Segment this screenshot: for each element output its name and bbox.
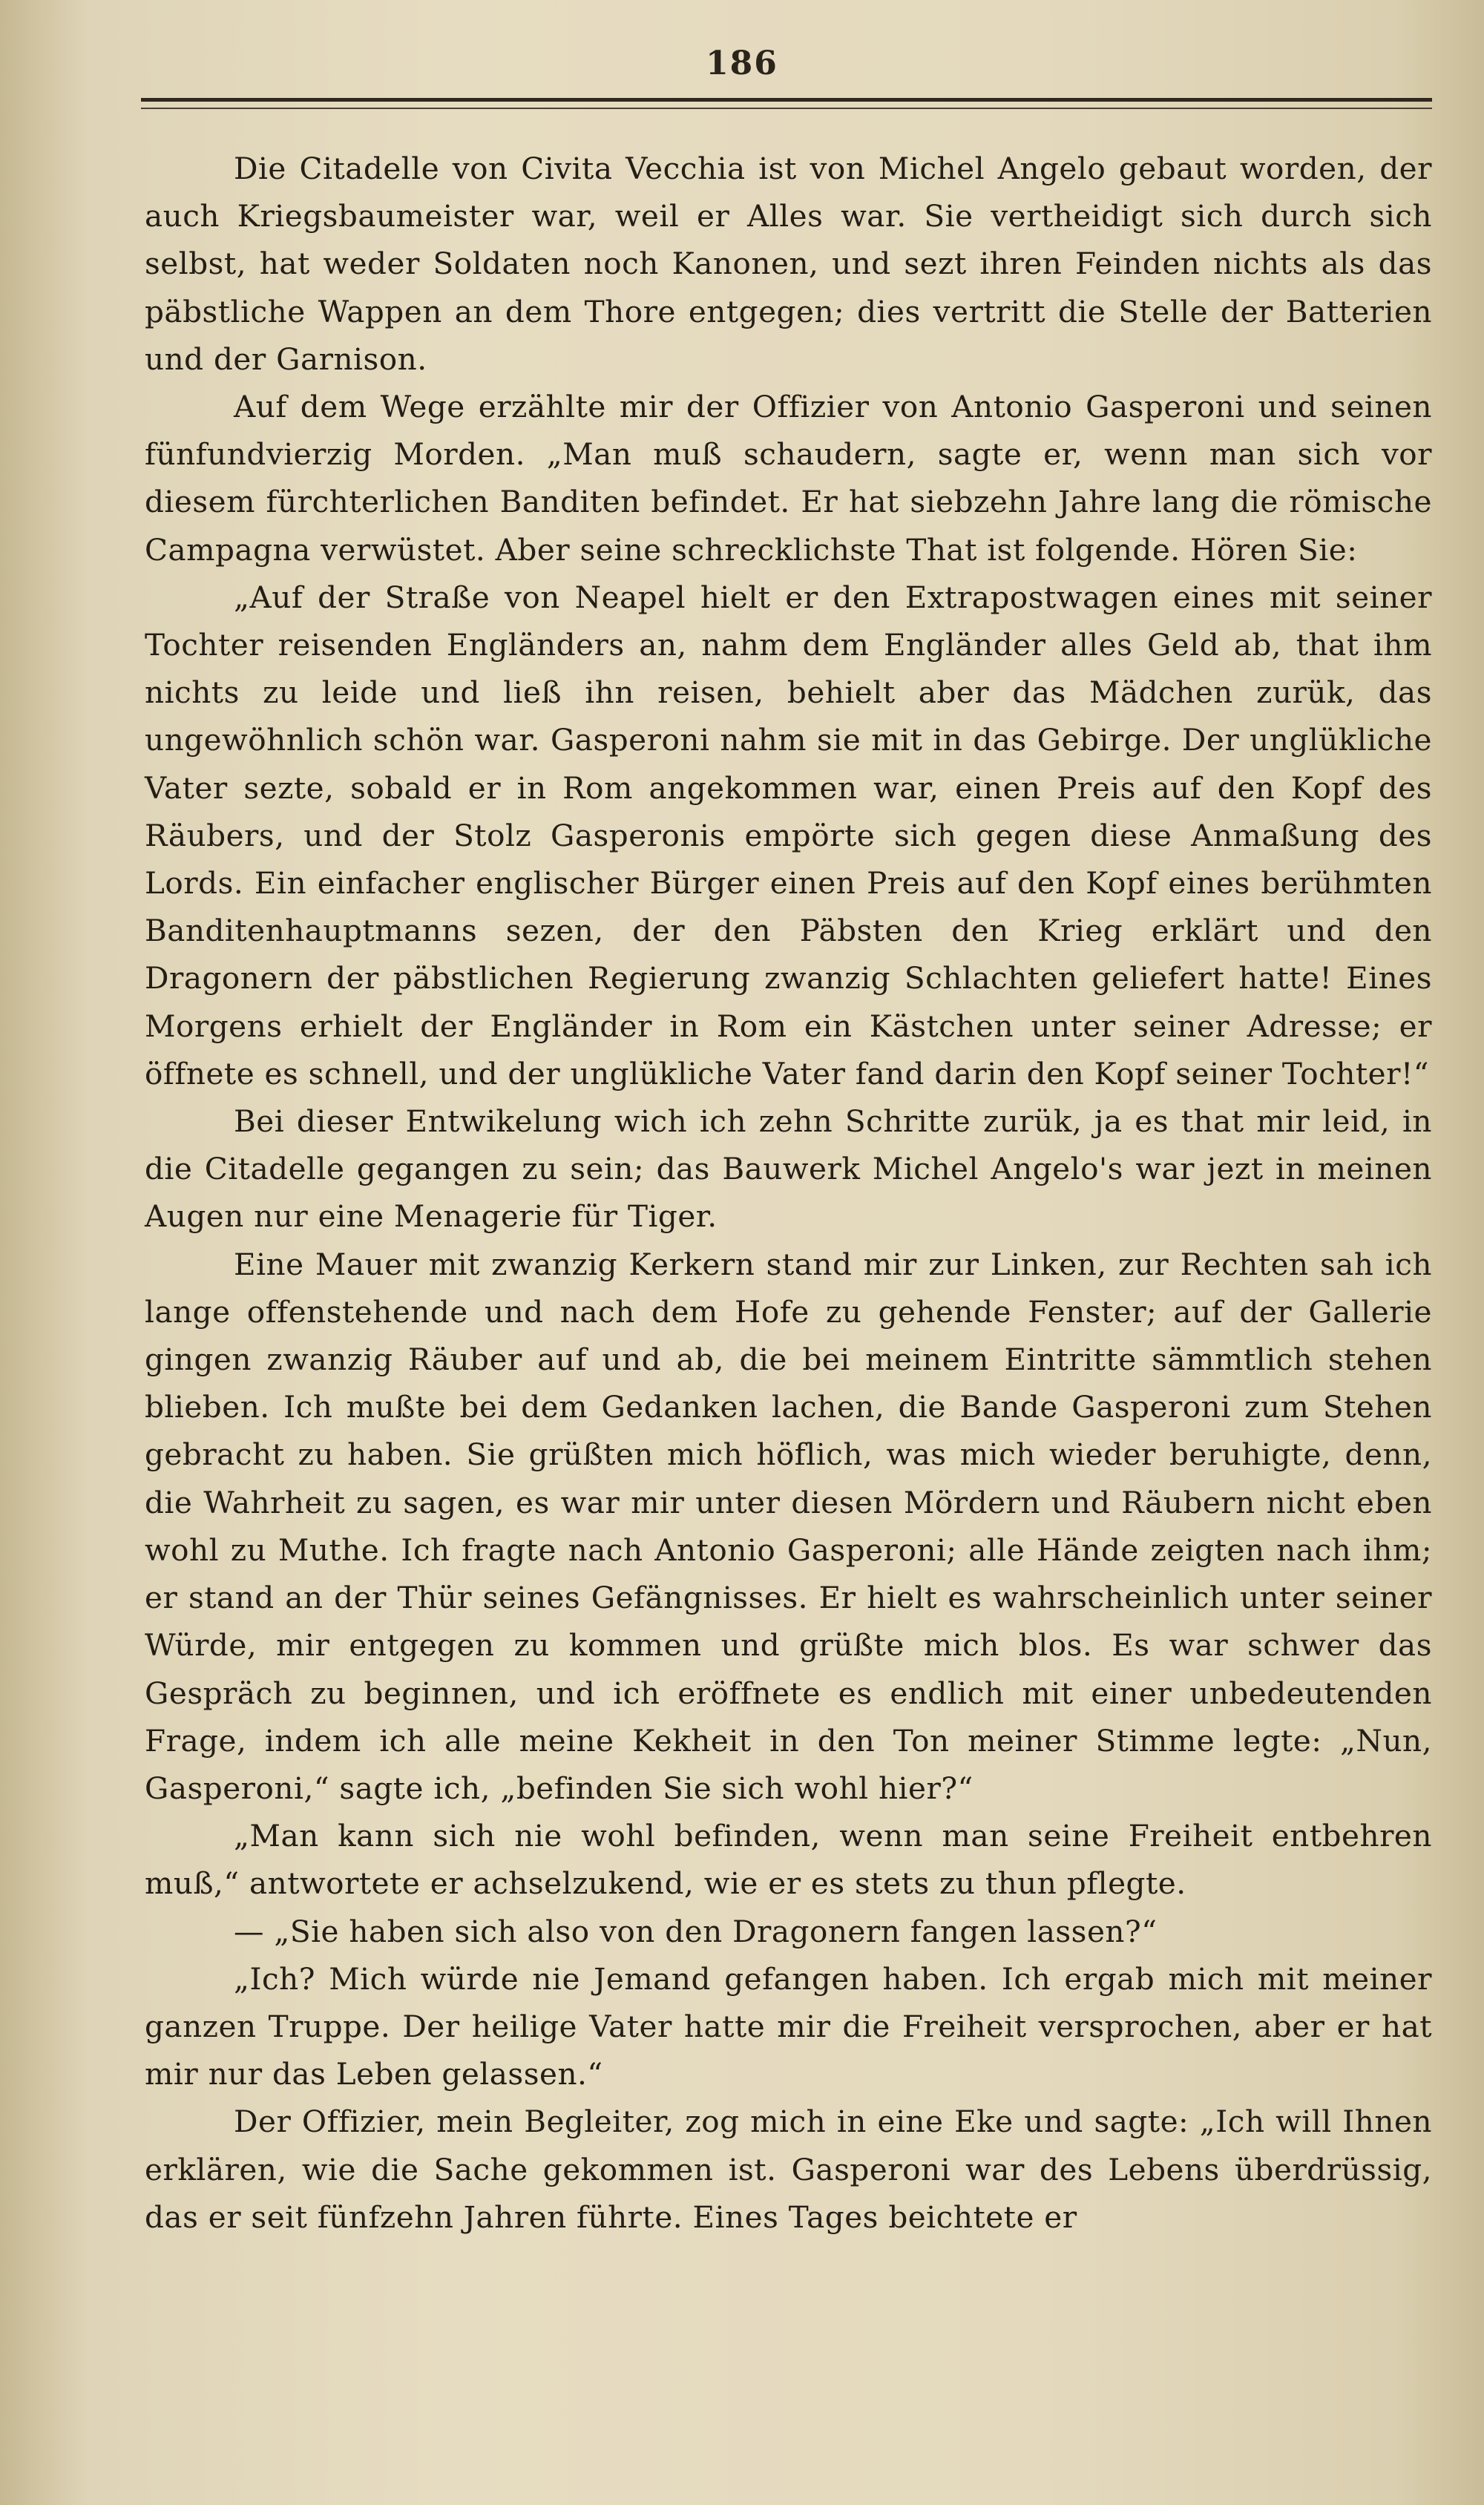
paragraph: Der Offizier, mein Begleiter, zog mich in eine Eke und sagte: „Ich will Ihnen erklären, wie die Sache gekommen ist. Gasperoni war des Lebens überdrüssig, das er seit fünfzehn Jahren führte. Eines Tages beichtete er [145,2104,1432,2235]
paragraph: „Ich? Mich würde nie Jemand gefangen haben. Ich ergab mich mit meiner ganzen Truppe. Der heilige Vater hatte mir die Freiheit versprochen, aber er hat mir nur das Leben gelassen.“ [145,1960,1432,2092]
paragraph: Bei dieser Entwikelung wich ich zehn Schritte zurük, ja es that mir leid, in die Citadelle gegangen zu sein; das Bauwerk Michel Angelo's war jezt in meinen Augen nur eine Menagerie für Tiger. [145,1103,1432,1235]
header-rule-thin [141,108,1432,109]
paragraph: — „Sie haben sich also von den Dragonern fangen lassen?“ [234,1913,1158,1949]
paragraph: Auf dem Wege erzählte mir der Offizier von Antonio Gasperoni und seinen fünfundvierzig Morden. „Man muß schaudern, sagte er, wenn man sich vor diesem fürchterlichen Banditen befindet. Er hat siebzehn Jahre lang die römische Campagna verwüstet. Aber seine schrecklichste That ist folgende. Hören Sie: [145,389,1432,568]
paragraph: Eine Mauer mit zwanzig Kerkern stand mir zur Linken, zur Rechten sah ich lange offenstehende und nach dem Hofe zu gehende Fenster; auf der Gallerie gingen zwanzig Räuber auf und ab, die bei meinem Eintritte sämmtlich stehen blieben. Ich mußte bei dem Gedanken lachen, die Bande Gasperoni zum Stehen gebracht zu haben. Sie grüßten mich höflich, was mich wieder beruhigte, denn, die Wahrheit zu sagen, es war mir unter diesen Mördern und Räubern nicht eben wohl zu Muthe. Ich fragte nach Antonio Gasperoni; alle Hände zeigten nach ihm; er stand an der Thür seines Gefängnisses. Er hielt es wahrscheinlich unter seiner Würde, mir entgegen zu kommen und grüßte mich blos. Es war schwer das Gespräch zu beginnen, und ich eröffnete es endlich mit einer unbedeutenden Frage, indem ich alle meine Kekheit in den Ton meiner Stimme legte: „Nun, Gasperoni,“ sagte ich, „befinden Sie sich wohl hier?“ [145,1246,1432,1806]
paragraph: „Auf der Straße von Neapel hielt er den Extrapostwagen eines mit seiner Tochter reisenden Engländers an, nahm dem Engländer alles Geld ab, that ihm nichts zu leide und ließ ihn reisen, behielt aber das Mädchen zurük, das ungewöhnlich schön war. Gasperoni nahm sie mit in das Gebirge. Der unglükliche Vater sezte, sobald er in Rom angekommen war, einen Preis auf den Kopf des Räubers, und der Stolz Gasperonis empörte sich gegen diese Anmaßung des Lords. Ein einfacher englischer Bürger einen Preis auf den Kopf eines berühmten Banditenhauptmanns sezen, der den Päbsten den Krieg erklärt und den Dragonern der päbstlichen Regierung zwanzig Schlachten geliefert hatte! Eines Morgens erhielt der Engländer in Rom ein Kästchen unter seiner Adresse; er öffnete es schnell, und der unglükliche Vater fand darin den Kopf seiner Tochter!“ [145,579,1432,1091]
body-text [145,145,1432,2241]
header-rule [141,98,1432,102]
paragraph: „Man kann sich nie wohl befinden, wenn man seine Freiheit entbehren muß,“ antwortete er achselzukend, wie er es stets zu thun pflegte. [145,1818,1432,1902]
page-number: 186 [706,45,778,82]
paragraph: Die Citadelle von Civita Vecchia ist von Michel Angelo gebaut worden, der auch Kriegsbaumeister war, weil er Alles war. Sie vertheidigt sich durch sich selbst, hat weder Soldaten noch Kanonen, und sezt ihren Feinden nichts als das päbstliche Wappen an dem Thore entgegen; dies vertritt die Stelle der Batterien und der Garnison. [145,151,1432,377]
